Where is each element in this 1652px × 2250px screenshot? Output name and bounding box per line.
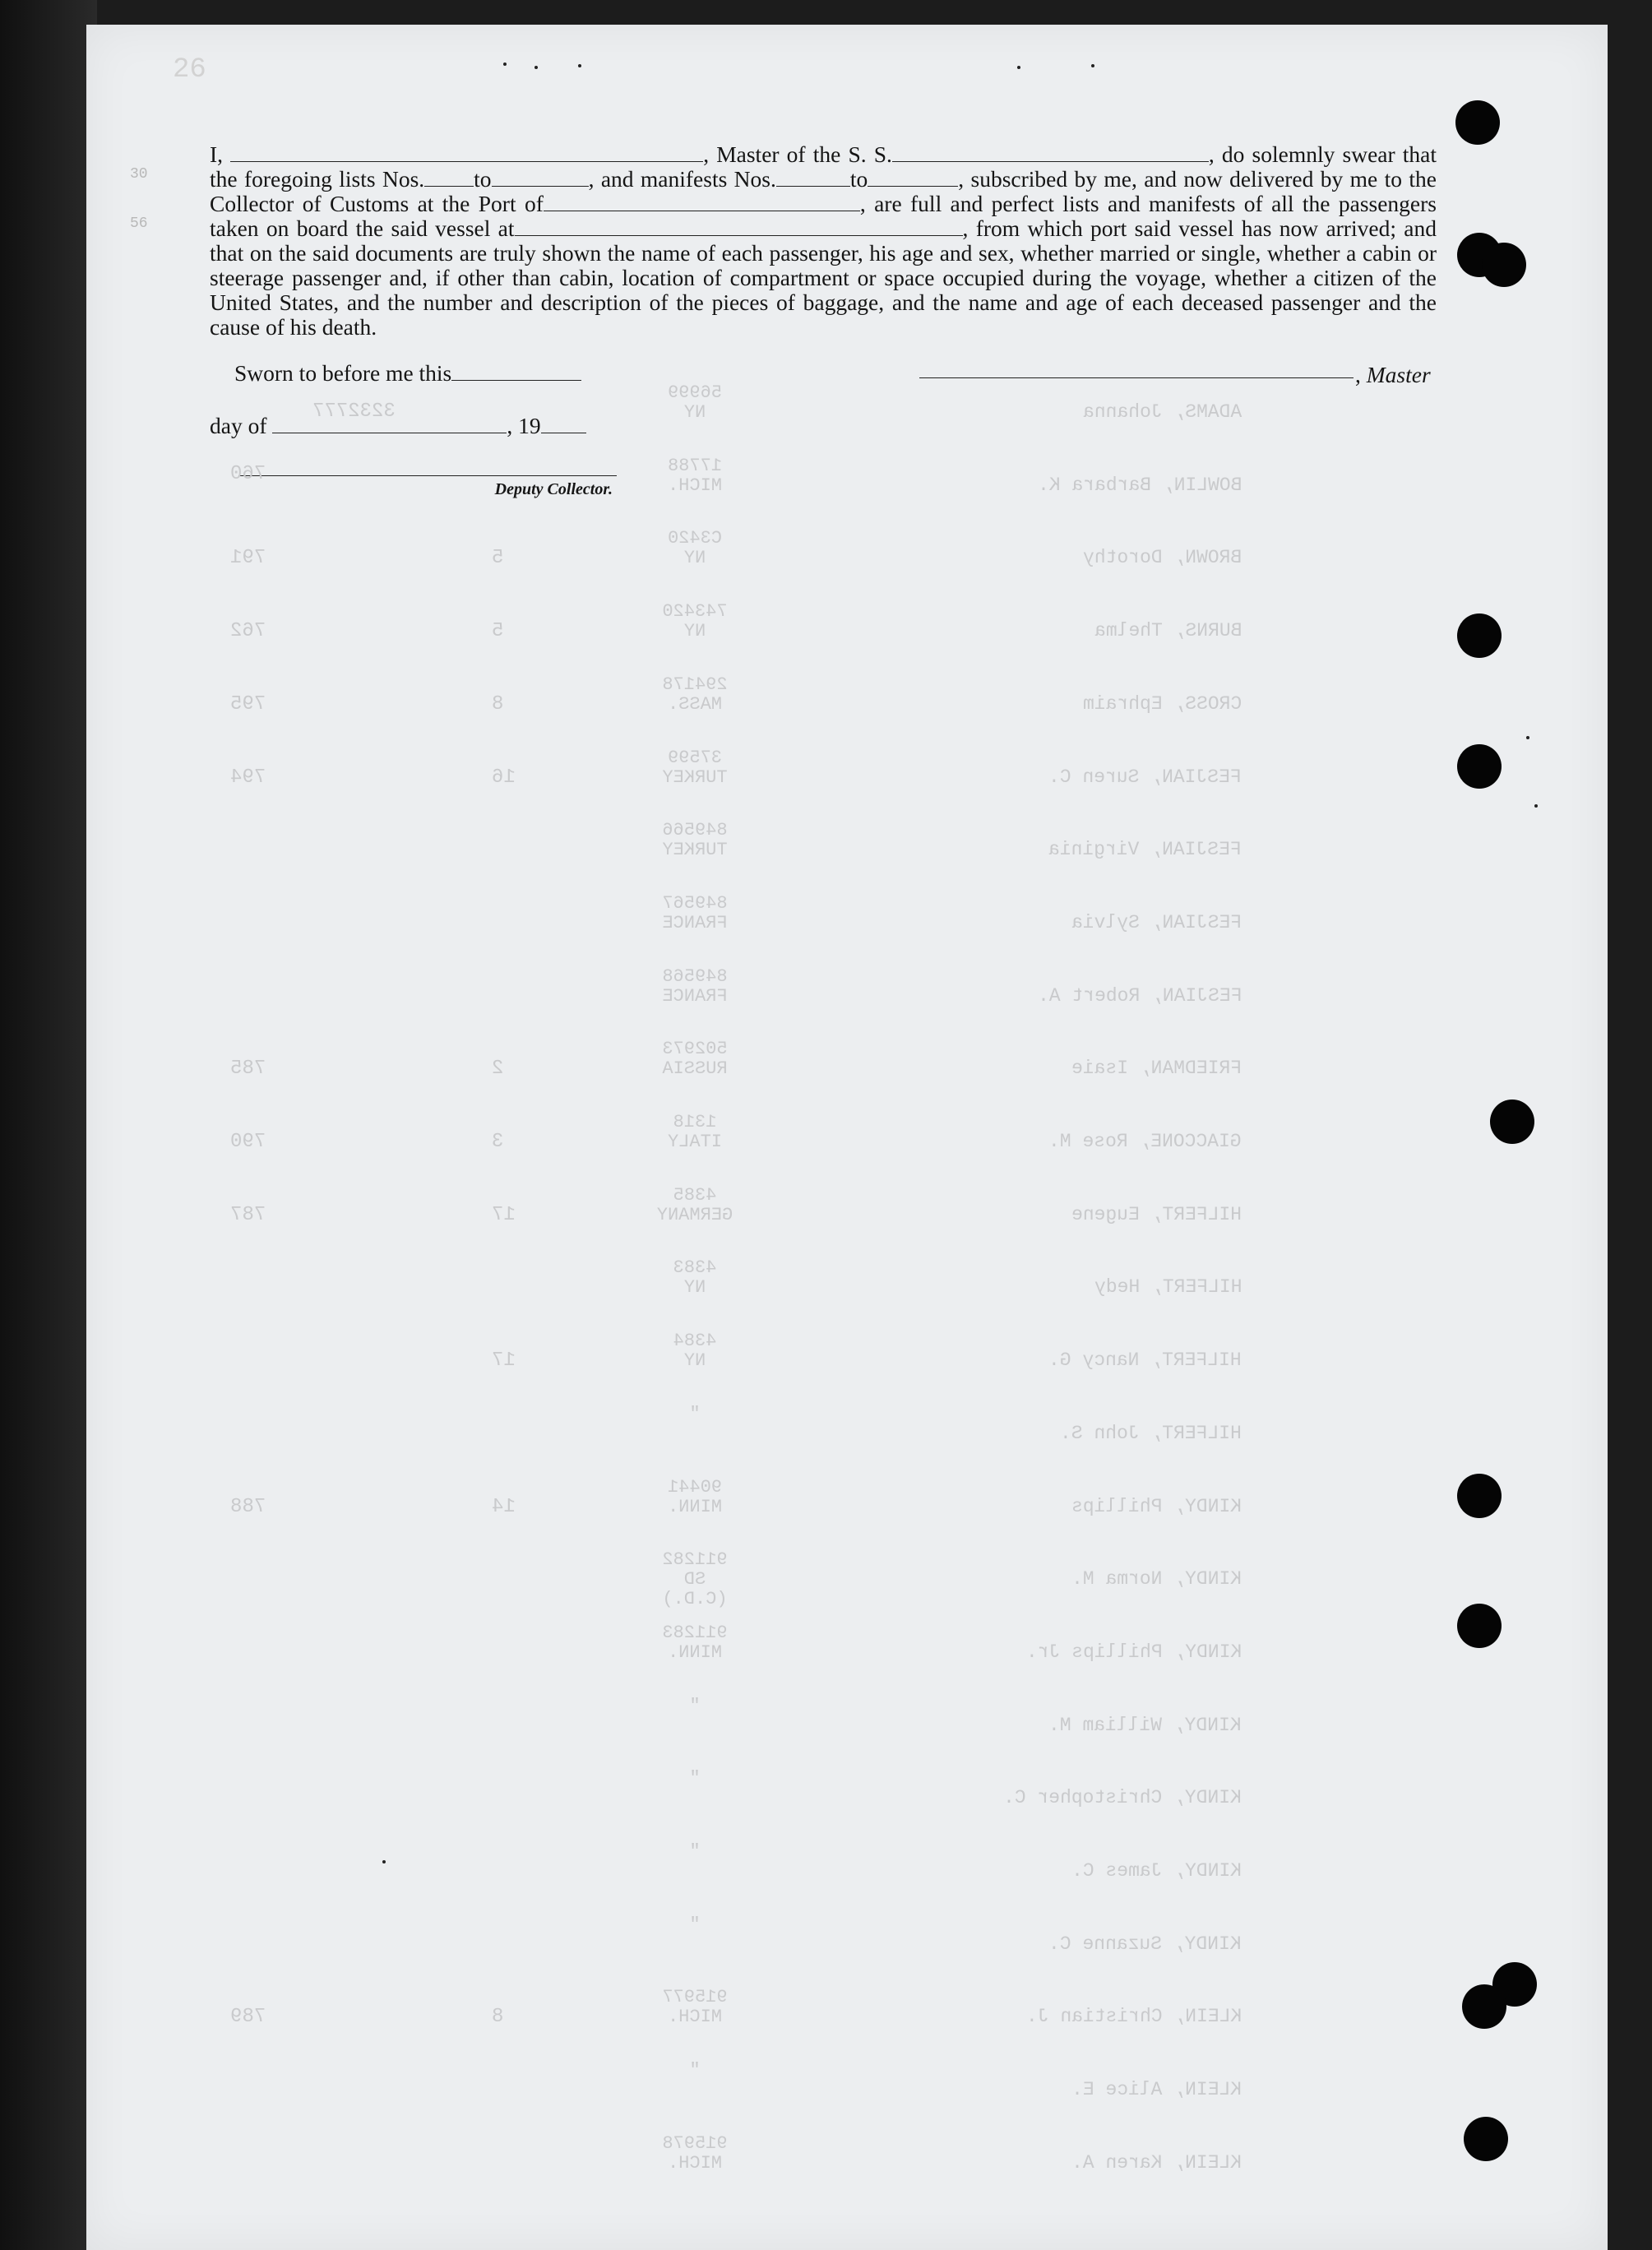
oath-text-6: to xyxy=(849,166,868,192)
punch-hole xyxy=(1457,744,1502,789)
punch-hole xyxy=(1457,613,1502,658)
punch-hole xyxy=(1464,2117,1508,2161)
punch-hole xyxy=(1457,1474,1502,1518)
bleed-count: 16 xyxy=(492,766,516,789)
bleed-code: 849568 FRANCE xyxy=(662,965,728,1007)
bleed-count: 3 xyxy=(492,1131,504,1153)
bleed-code: " xyxy=(689,2060,701,2081)
bleed-name: FESJIAN, Sylvia xyxy=(1071,911,1242,933)
bleed-name: ADAMS, Johanna xyxy=(1082,401,1242,423)
deputy-collector-label: Deputy Collector. xyxy=(494,480,613,498)
bleed-name: KINDY, William M. xyxy=(1048,1714,1242,1736)
bleed-header-mark: 3232777 xyxy=(312,400,396,423)
bleed-number: 788 xyxy=(230,1495,266,1518)
bleed-number: 790 xyxy=(230,1131,266,1153)
oath-text-1: I, xyxy=(210,141,224,167)
bleed-number: 762 xyxy=(230,620,266,643)
bleed-code: " xyxy=(689,1914,701,1935)
bleed-code: 911282 SD (C.D.) xyxy=(662,1549,728,1610)
bleed-count: 5 xyxy=(492,547,504,570)
master-suffix: , xyxy=(1355,362,1367,387)
bleed-code: 911283 MINN. xyxy=(662,1622,728,1663)
bleed-count: 17 xyxy=(492,1350,516,1373)
bleed-number: 789 xyxy=(230,2006,266,2029)
bleed-count: 14 xyxy=(492,1495,516,1518)
bleed-name: KINDY, James C. xyxy=(1071,1860,1242,1882)
punch-hole xyxy=(1462,1984,1506,2029)
bleed-name: CROSS, Ephraim xyxy=(1082,692,1242,715)
page-number-mark: 26 xyxy=(173,54,206,86)
bleed-count: 2 xyxy=(492,1058,504,1081)
bleed-code: 294178 MASS. xyxy=(662,674,728,715)
bleed-name: HILFERT, Nancy G. xyxy=(1048,1350,1242,1372)
bleed-code: 1318 ITALY xyxy=(668,1112,723,1152)
bleed-code: C3420 NY xyxy=(668,528,723,569)
bleed-code: 502973 RUSSIA xyxy=(662,1039,728,1080)
bleed-count: 8 xyxy=(492,692,504,715)
bleed-name: FESJIAN, Suren C. xyxy=(1048,766,1242,788)
year-prefix-label: , 19 xyxy=(507,413,541,438)
oath-text-3: , do solemnly swear that the foregoing lists Nos. xyxy=(210,141,1437,192)
oath-text-9: , from which port said vessel has now arrived; and that on the said documents are truly shown the name of each passenger, his age and sex, whether married or single, whether a cabin or steerage passenger and, if other than cabin, location of compartment or space occupied during the voyage, whether a citizen of the United States, and the number and description of the pieces of baggage, and the name and age of each deceased passenger and the cause of his death. xyxy=(210,215,1437,340)
bleed-number: 787 xyxy=(230,1203,266,1226)
bleed-code: 4384 NY xyxy=(673,1331,717,1372)
bleed-name: KINDY, Phillips Jr. xyxy=(1025,1641,1242,1663)
day-of-label: day of xyxy=(210,413,267,438)
bleed-number: 794 xyxy=(230,766,266,789)
bleed-number: 785 xyxy=(230,1058,266,1081)
bleed-name: HILFERT, Eugene xyxy=(1071,1203,1242,1225)
sworn-label: Sworn to before me this xyxy=(234,360,452,386)
bleed-name: HILFERT, John S. xyxy=(1060,1422,1242,1444)
bleed-name: HILFERT, Hedy xyxy=(1094,1276,1242,1299)
master-label: Master xyxy=(1366,362,1431,387)
oath-text-2: , Master of the S. S. xyxy=(703,141,892,167)
bleed-code: " xyxy=(689,1841,701,1862)
bleed-code: " xyxy=(689,1403,701,1424)
oath-text-8: , are full and perfect lists and manifests of all the passengers taken on board the said vessel at xyxy=(210,191,1437,241)
oath-text-4: to xyxy=(474,166,492,192)
punch-hole xyxy=(1455,100,1500,145)
bleed-number: 795 xyxy=(230,692,266,715)
bleed-name: BURNS, Thelma xyxy=(1094,620,1242,642)
bleed-code: 17788 MICH. xyxy=(668,455,723,496)
bleed-name: GIACCONE, Rose M. xyxy=(1048,1131,1242,1152)
bleed-code: " xyxy=(689,1695,701,1716)
bleed-count: 8 xyxy=(492,2006,504,2029)
punch-hole xyxy=(1482,243,1526,287)
bleed-name: FESJIAN, Virginia xyxy=(1048,839,1242,861)
bleed-code: 56999 NY xyxy=(668,382,723,423)
bleed-code: 915977 MICH. xyxy=(662,1987,728,2028)
bleed-code: 849566 TURKEY xyxy=(662,820,728,861)
bleed-name: KINDY, Suzanne C. xyxy=(1048,1933,1242,1955)
bleed-code: 90441 MINN. xyxy=(668,1476,723,1517)
bleed-code: 743420 NY xyxy=(662,601,728,642)
punch-hole xyxy=(1490,1100,1534,1144)
margin-mark-1: 30 xyxy=(130,166,148,183)
bleed-name: FESJIAN, Robert A. xyxy=(1037,984,1242,1007)
bleed-name: BROWN, Dorothy xyxy=(1082,547,1242,569)
bleed-name: BOWLIN, Barbara K. xyxy=(1037,474,1242,496)
margin-mark-2: 56 xyxy=(130,215,148,232)
bleed-name: KLEIN, Karen A. xyxy=(1071,2151,1242,2174)
bleed-code: 4385 GERMANY xyxy=(656,1184,733,1225)
bleed-name: KLEIN, Alice E. xyxy=(1071,2079,1242,2101)
bleed-name: KINDY, Phillips xyxy=(1071,1495,1242,1517)
bleed-code: " xyxy=(689,1768,701,1789)
bleed-name: KINDY, Christopher C. xyxy=(1003,1787,1242,1809)
oath-text-7: , subscribed by me, and now delivered by me to the Collector of Customs at the Port of xyxy=(210,166,1437,216)
bleed-count: 17 xyxy=(492,1203,516,1226)
bleed-name: KINDY, Norma M. xyxy=(1071,1568,1242,1590)
bleed-count: 5 xyxy=(492,620,504,643)
bleed-code: 849567 FRANCE xyxy=(662,892,728,933)
bleed-code: 4383 NY xyxy=(673,1257,717,1299)
bleed-number: 791 xyxy=(230,547,266,570)
bleed-code: 37599 TURKEY xyxy=(662,747,728,788)
bleed-header-mark: 760 xyxy=(230,463,266,485)
oath-text-5: , and manifests Nos. xyxy=(588,166,776,192)
bleed-name: FRIEDMAN, Isaie xyxy=(1071,1058,1242,1080)
punch-hole xyxy=(1457,1604,1502,1648)
bleed-code: 915978 MICH. xyxy=(662,2132,728,2174)
bleed-name: KLEIN, Christian J. xyxy=(1025,2006,1242,2028)
